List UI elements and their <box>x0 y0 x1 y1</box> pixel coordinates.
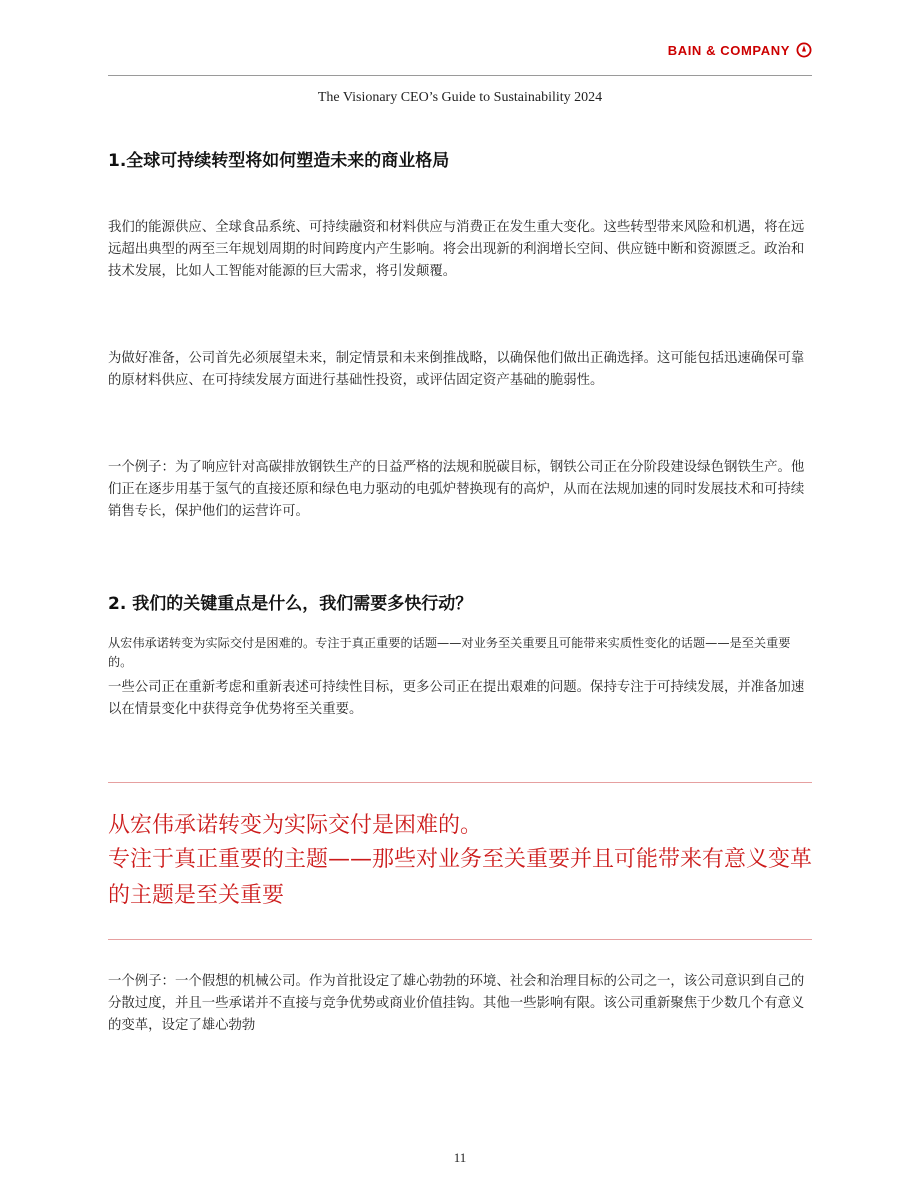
brand-logo <box>668 40 812 60</box>
section-1-paragraph-3: 一个例子：为了响应针对高碳排放钢铁生产的日益严格的法规和脱碳目标，钢铁公司正在分阶段建设绿色钢铁生产。他们正在逐步用基于氢气的直接还原和绿色电力驱动的电弧炉替换现有的高炉，从而在法规加速的同时发展技术和可持续销售专长，保护他们的运营许可。 <box>108 460 805 519</box>
section-1-heading: 1.全球可持续转型将如何塑造未来的商业格局 <box>108 151 450 171</box>
page-number: 11 <box>453 1150 467 1165</box>
compass-icon <box>796 42 812 58</box>
document-subtitle: The Visionary CEO’s Guide to Sustainability 2024 <box>317 90 603 105</box>
section-2-heading: 2. 我们的关键重点是什么，我们需要多快行动？ <box>108 594 473 614</box>
section-1-paragraph-2: 为做好准备，公司首先必须展望未来，制定情景和未来倒推战略，以确保他们做出正确选择。这可能包括迅速确保可靠的原材料供应、在可持续发展方面进行基础性投资，或评估固定资产基础的脆弱性。 <box>108 351 805 388</box>
pull-quote-top-rule <box>108 782 812 783</box>
section-2-small-paragraph: 从宏伟承诺转变为实际交付是困难的。专注于真正重要的话题——对业务至关重要且可能带来实质性变化的话题——是至关重要的。 <box>108 636 791 669</box>
pull-quote-line-1: 从宏伟承诺转变为实际交付是困难的。 <box>108 813 483 838</box>
section-2-example: 一个例子：一个假想的机械公司。作为首批设定了雄心勃勃的环境、社会和治理目标的公司之一，该公司意识到自己的分散过度，并且一些承诺并不直接与竞争优势或商业价值挂钩。其他一些影响有限。该公司重新聚焦于少数几个有意义的变革，设定了雄心勃勃 <box>108 974 805 1033</box>
section-1-paragraph-1: 我们的能源供应、全球食品系统、可持续融资和材料供应与消费正在发生重大变化。这些转型带来风险和机遇，将在远远超出典型的两至三年规划周期的时间跨度内产生影响。将会出现新的利润增长空间、供应链中断和资源匮乏。政治和技术发展，比如人工智能对能源的巨大需求，将引发颠覆。 <box>108 220 805 279</box>
pull-quote-bottom-rule <box>108 939 812 940</box>
brand-name: BAIN & COMPANY <box>667 42 790 58</box>
pull-quote-line-2: 专注于真正重要的主题——那些对业务至关重要并且可能带来有意义变革的主题是至关重要 <box>108 847 813 908</box>
header-divider <box>108 75 812 76</box>
section-2-paragraph: 一些公司正在重新考虑和重新表述可持续性目标，更多公司正在提出艰难的问题。保持专注于可持续发展，并准备加速以在情景变化中获得竞争优势将至关重要。 <box>108 680 805 717</box>
